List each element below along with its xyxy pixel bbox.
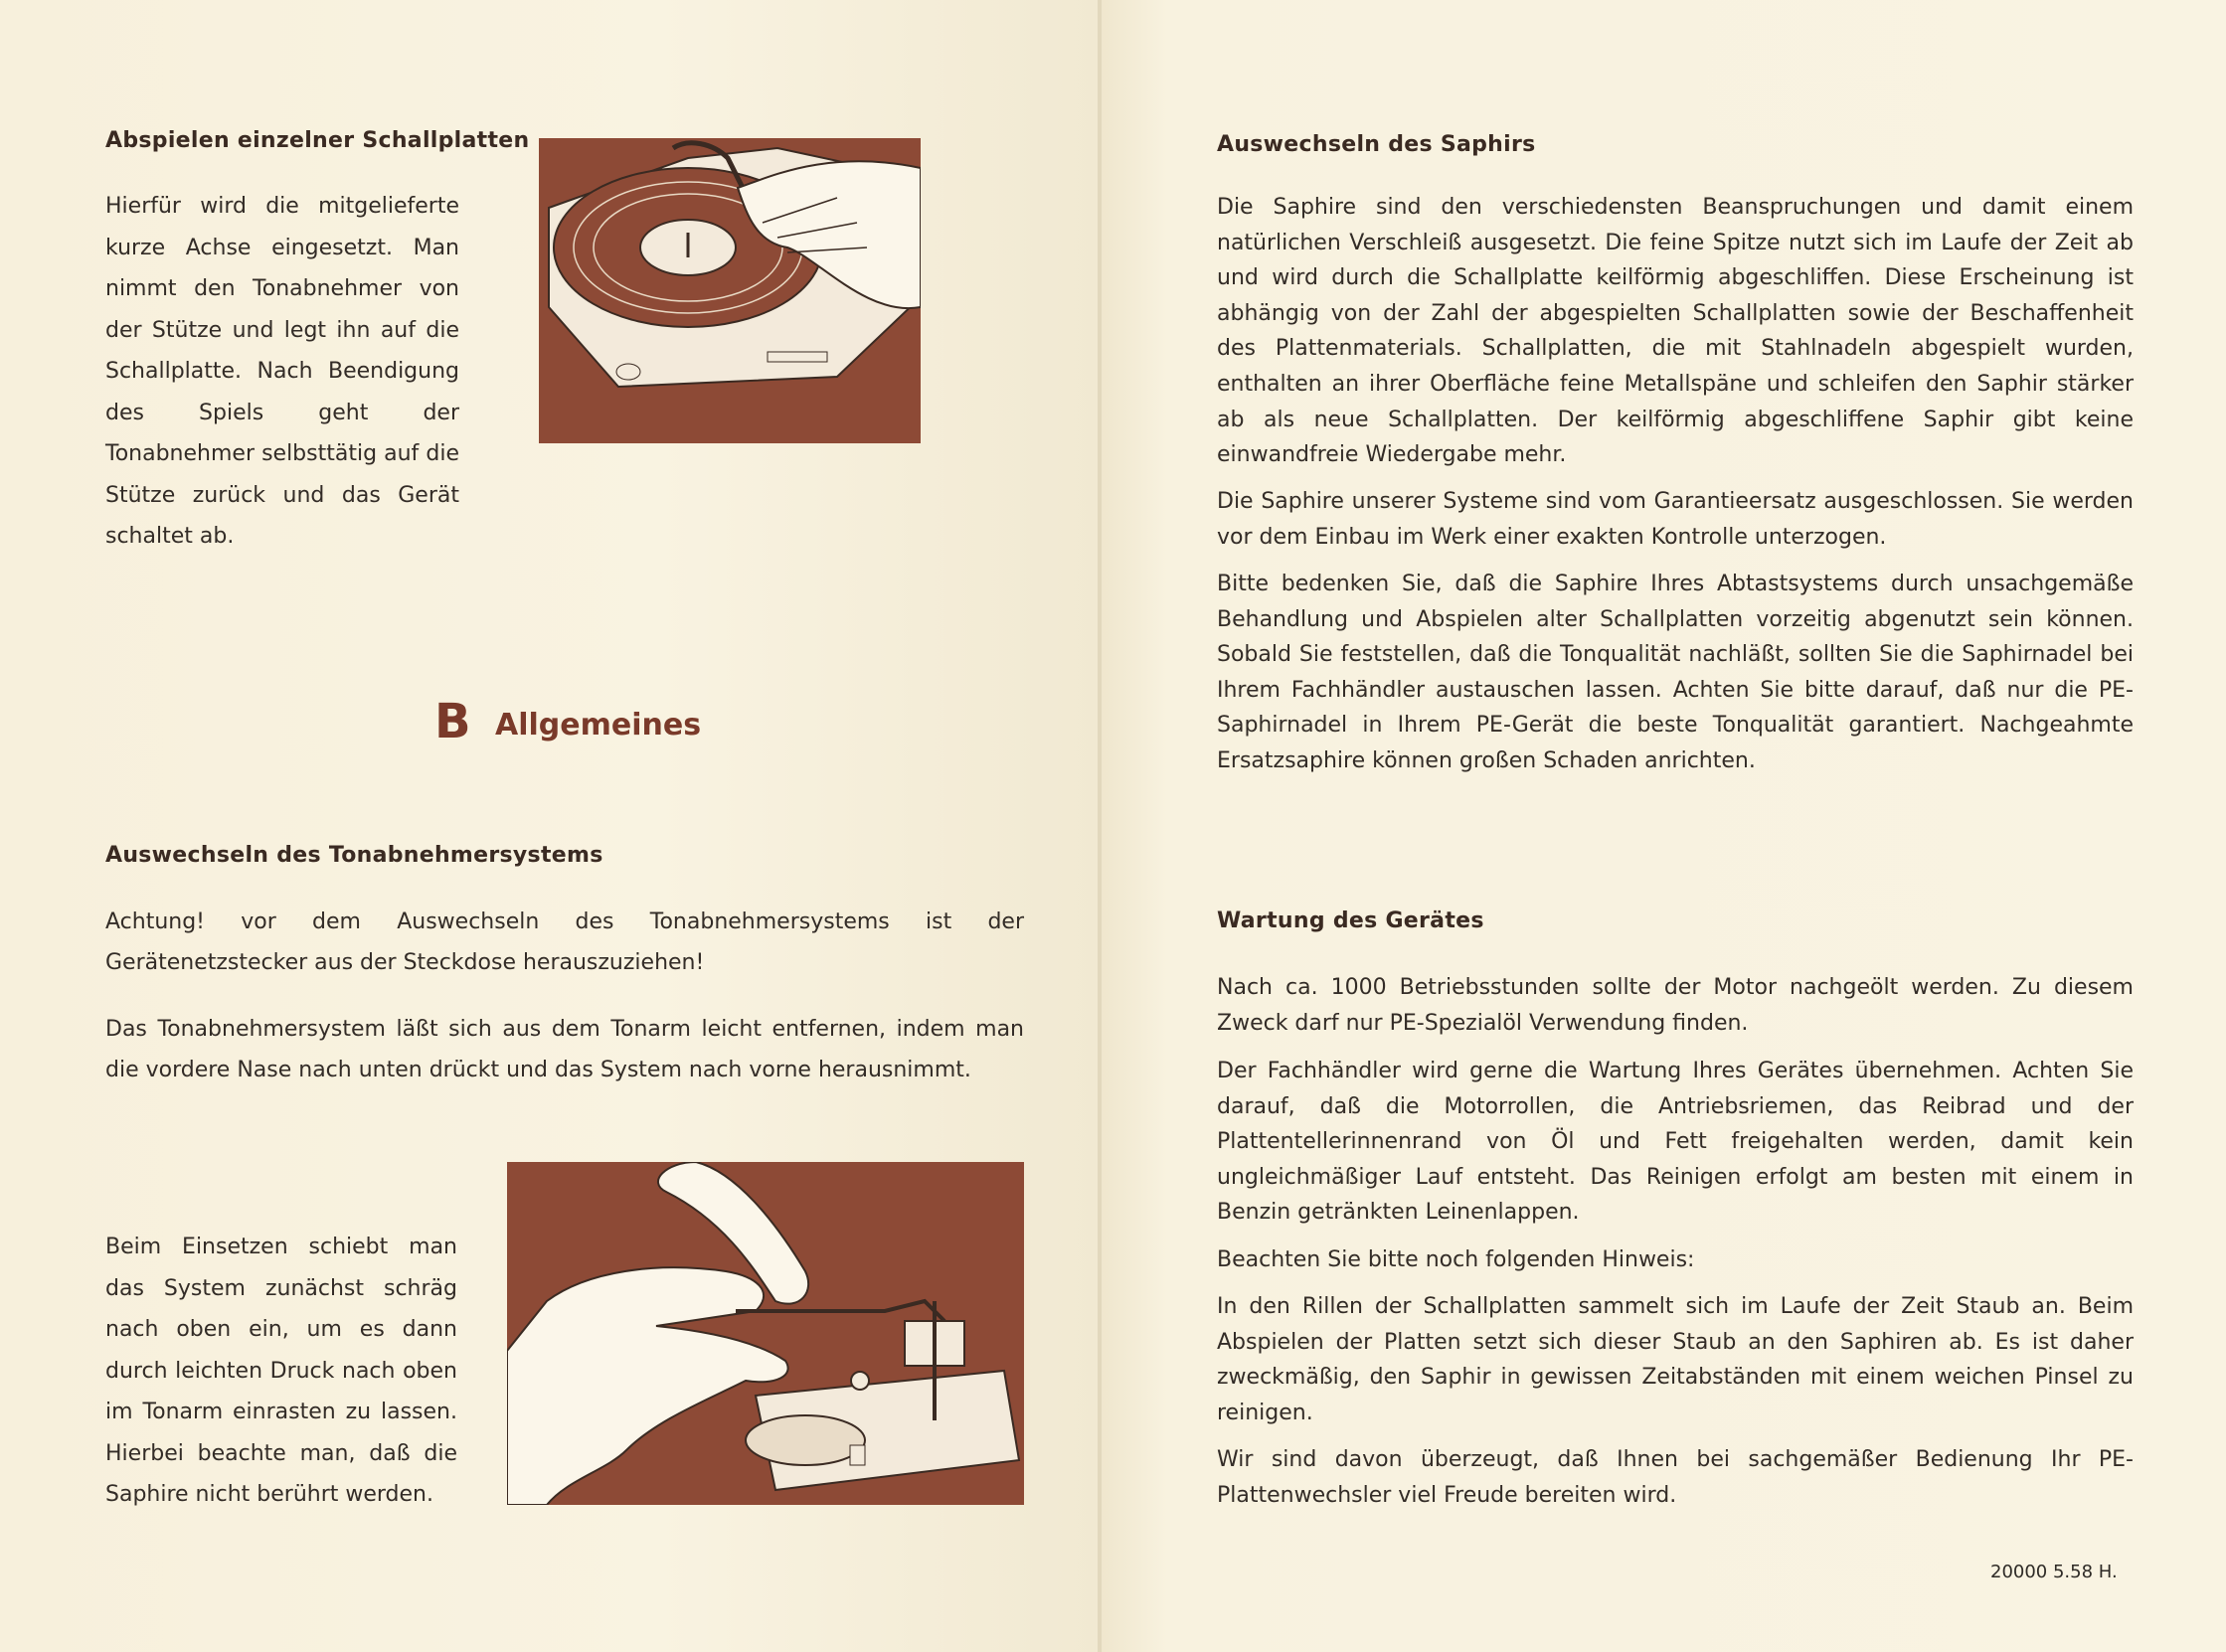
text-maintenance-hint-intro: Beachten Sie bitte noch folgenden Hinweis: xyxy=(1217,1247,1695,1272)
text-sapphire-wear: Die Saphire sind den verschiedensten Beanspruchungen und damit einem natürlichen Verschleiß ausgesetzt. Die feine Spitze nutzt sich im Laufe der Zeit ab und wird durch die Schallplatte keilförmig abgeschliffen. Diese Erscheinung ist abhängig von der Zahl der abgespielten Schallplatten sowie der Beschaffenheit des Plattenmaterials. Schallplatten, die mit Stahlnadeln abgespielt wurden, enthalten an ihrer Oberfläche feine Metallspäne und schleifen den Saphir stärker ab als neue Schallplatten. Der keilförmig abgeschliffene Saphir gibt keine einwandfreie Wiedergabe mehr. xyxy=(1217,195,2134,468)
text-sapphire-advice: Bitte bedenken Sie, daß die Saphire Ihres Abtastsystems durch unsachgemäße Behandlung und Abspielen alter Schallplatten vorzeitig abgenutzt sein können. Sobald Sie feststellen, daß die Tonqualität nachläßt, sollten Sie die Saphirnadel bei Ihrem Fachhändler austauschen lassen. Achten Sie bitte darauf, daß nur die PE-Saphirnadel in Ihrem PE-Gerät die beste Tonqualität garantiert. Nachgeahmte Ersatzsaphire können großen Schaden anrichten. xyxy=(1217,572,2134,773)
illustration-record-player xyxy=(539,138,921,443)
heading-maintenance: Wartung des Gerätes xyxy=(1217,909,1484,933)
heading-replace-cartridge: Auswechseln des Tonabnehmersystems xyxy=(105,843,603,868)
text-replace-warning: Achtung! vor dem Auswechseln des Tonabnehmersystems ist der Gerätenetzstecker aus der Steckdose herauszuziehen! xyxy=(105,909,1024,975)
text-cartridge-insert: Beim Einsetzen schiebt man das System zunächst schräg nach oben ein, um es dann durch leichten Druck nach oben im Tonarm einrasten zu lassen. Hierbei beachte man, daß die Saphire nicht berührt werden. xyxy=(105,1235,457,1507)
text-maintenance-oil: Nach ca. 1000 Betriebsstunden sollte der Motor nachgeölt werden. Zu diesem Zweck darf nur PE-Spezialöl Verwendung finden. xyxy=(1217,975,2134,1036)
text-maintenance-dust: In den Rillen der Schallplatten sammelt sich im Laufe der Zeit Staub an. Beim Abspielen der Platten setzt sich dieser Staub an den Saphiren ab. Es ist daher zweckmäßig, den Saphir in gewissen Zeitabständen mit einem weichen Pinsel zu reinigen. xyxy=(1217,1294,2134,1425)
heading-replace-sapphire: Auswechseln des Saphirs xyxy=(1217,132,1536,157)
text-sapphire-warranty: Die Saphire unserer Systeme sind vom Garantieersatz ausgeschlossen. Sie werden vor dem Einbau im Werk einer exakten Kontrolle unterzogen. xyxy=(1217,489,2134,550)
heading-single-records: Abspielen einzelner Schallplatten xyxy=(105,128,530,153)
page-fold xyxy=(1098,0,1102,1652)
section-letter: B xyxy=(434,694,471,749)
section-title: Allgemeines xyxy=(495,708,702,743)
text-maintenance-dealer: Der Fachhändler wird gerne die Wartung Ihres Gerätes übernehmen. Achten Sie darauf, daß die Motorrollen, die Antriebsriemen, das Reibrad und der Plattentellerinnenrand von Öl und Fett freigehalten werden, damit kein ungleichmäßiger Lauf entsteht. Das Reinigen erfolgt am besten mit einem in Benzin getränkten Leinenlappen. xyxy=(1217,1059,2134,1226)
text-replace-removal: Das Tonabnehmersystem läßt sich aus dem Tonarm leicht entfernen, indem man die vordere Nase nach unten drückt und das System nach vorne herausnimmt. xyxy=(105,1017,1024,1082)
print-code: 20000 5.58 H. xyxy=(1990,1562,2118,1582)
text-single-records: Hierfür wird die mitgelieferte kurze Achse eingesetzt. Man nimmt den Tonabnehmer von der Stütze und legt ihn auf die Schallplatte. Nach Beendigung des Spiels geht der Tonabnehmer selbsttätig auf die Stütze zurück und das Gerät schaltet ab. xyxy=(105,194,459,549)
text-maintenance-closing: Wir sind davon überzeugt, daß Ihnen bei sachgemäßer Bedienung Ihr PE-Plattenwechsler viel Freude bereiten wird. xyxy=(1217,1447,2134,1508)
illustration-cartridge-insert xyxy=(507,1162,1024,1505)
